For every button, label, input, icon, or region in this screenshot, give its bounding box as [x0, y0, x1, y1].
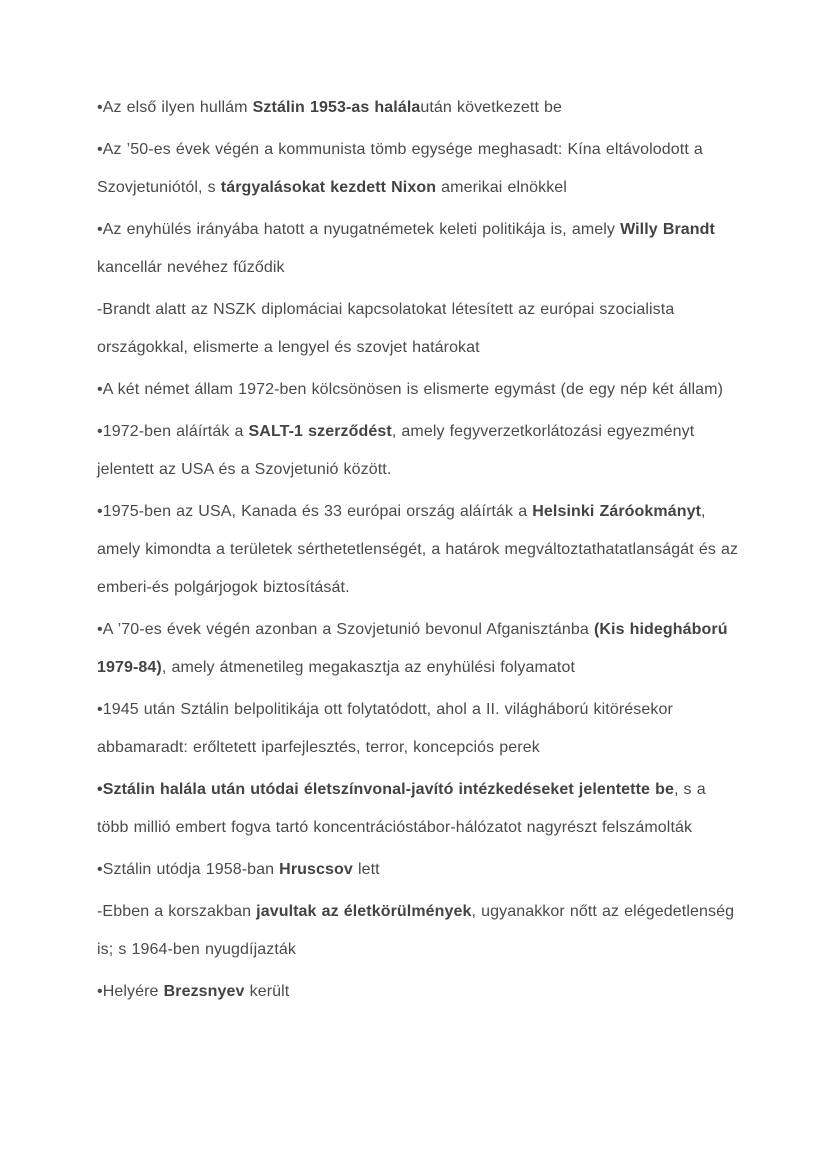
bold-text-run: Willy Brandt [620, 221, 715, 238]
paragraph [97, 493, 742, 607]
bold-text-run: SALT-1 szerződést [248, 423, 392, 440]
text-run: •A két német állam 1972-ben kölcsönösen is elismerte egymást (de egy nép két állam) [97, 381, 724, 398]
text-run: után következett be [420, 99, 563, 116]
paragraph [97, 131, 742, 207]
bold-text-run: Hruscsov [279, 861, 353, 878]
paragraph [97, 291, 742, 367]
text-run: , amely kimondta a területek sérthetetlenségét, a határok megváltoztathatatlanságát és az emberi-és polgárjogok biztosítását. [97, 503, 739, 596]
text-run: -Brandt alatt az NSZK diplomáciai kapcsolatokat létesített az európai szocialista országokkal, elismerte a lengyel és szovjet határokat [97, 301, 675, 356]
bold-text-run: Sztálin 1953-as halála [252, 99, 421, 116]
text-run: került [244, 983, 290, 1000]
paragraph [97, 893, 742, 969]
text-run: •A ’70-es évek végén azonban a Szovjetunió bevonul Afganisztánba [97, 621, 594, 638]
text-run: •Az első ilyen hullám [97, 99, 253, 116]
text-run: •1975-ben az USA, Kanada és 33 európai ország aláírták a [97, 503, 533, 520]
bold-text-run: Brezsnyev [163, 983, 245, 1000]
text-run: amerikai elnökkel [436, 179, 567, 196]
paragraph [97, 851, 742, 889]
paragraph [97, 691, 742, 767]
text-run: •1945 után Sztálin belpolitikája ott folytatódott, ahol a II. világháború kitörésekor abbamaradt: erőltetett iparfejlesztés, terror, koncepciós perek [97, 701, 673, 756]
text-run: lett [352, 861, 380, 878]
paragraph [97, 611, 742, 687]
text-run: , amely fegyverzetkorlátozási egyezményt jelentett az USA és a Szovjetunió között. [97, 423, 695, 478]
text-run: •1972-ben aláírták a [97, 423, 249, 440]
paragraph [97, 371, 742, 409]
bold-text-run: tárgyalásokat kezdett Nixon [220, 179, 437, 196]
document-text-block [97, 89, 742, 1011]
text-run: , ugyanakkor nőtt az elégedetlenség is; s 1964-ben nyugdíjazták [97, 903, 735, 958]
bold-text-run: javultak az életkörülmények [256, 903, 472, 920]
paragraph [97, 413, 742, 489]
text-run: •Helyére [97, 983, 164, 1000]
paragraph [97, 771, 742, 847]
paragraph [97, 973, 742, 1011]
text-run: •Az enyhülés irányába hatott a nyugatnémetek keleti politikája is, amely [97, 221, 621, 238]
text-run: , s a több millió embert fogva tartó koncentrációstábor-hálózatot nagyrészt felszámolták [97, 781, 706, 836]
bold-text-run: •Sztálin halála után utódai életszínvonal-javító intézkedéseket jelentette be [97, 781, 674, 798]
paragraph [97, 211, 742, 287]
text-run: -Ebben a korszakban [97, 903, 257, 920]
text-run: •Az ’50-es évek végén a kommunista tömb egysége meghasadt: Kína eltávolodott a Szovjetuniótól, s [97, 141, 703, 196]
text-run: kancellár nevéhez fűződik [97, 259, 285, 276]
bold-text-run: (Kis hidegháború 1979-84) [97, 621, 728, 676]
text-run: •Sztálin utódja 1958-ban [97, 861, 280, 878]
paragraph [97, 89, 742, 127]
bold-text-run: Helsinki Záróokmányt [532, 503, 702, 520]
text-run: , amely átmenetileg megakasztja az enyhülési folyamatot [161, 659, 576, 676]
